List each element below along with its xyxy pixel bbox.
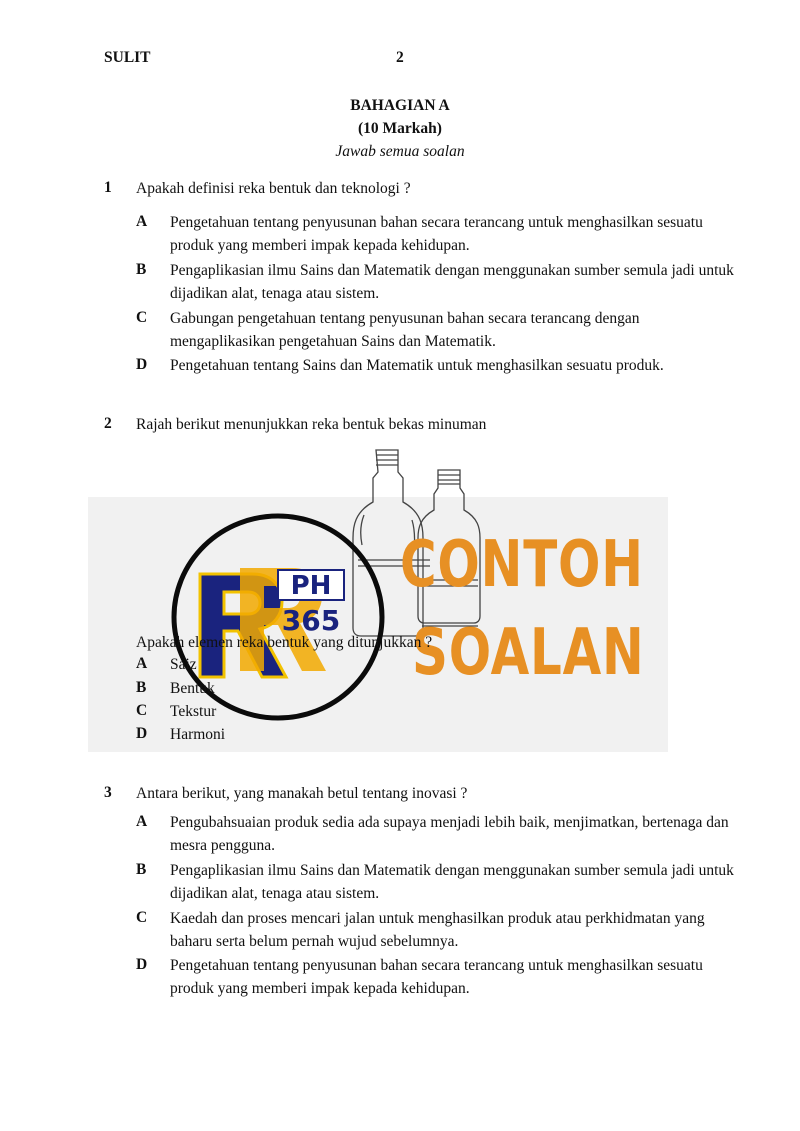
option-letter: A xyxy=(136,813,148,830)
option-text: Kaedah dan proses mencari jalan untuk menghasilkan produk atau perkhidmatan yang baharu serta belum pernah wujud sebelumnya. xyxy=(170,910,705,950)
option-text: Pengubahsuaian produk sedia ada supaya menjadi lebih baik, menjimatkan, bertenaga dan mesra pengguna. xyxy=(170,814,729,854)
option-letter: C xyxy=(136,702,148,719)
option-text: Bentuk xyxy=(170,680,215,697)
option-text: Saiz xyxy=(170,656,197,673)
logo-365-text: 365 xyxy=(281,604,341,637)
option-text: Pengaplikasian ilmu Sains dan Matematik dengan menggunakan sumber semula jadi untuk dijadikan alat, tenaga atau sistem. xyxy=(170,862,734,902)
option-letter: B xyxy=(136,261,147,278)
watermark-soalan: SOALAN xyxy=(412,616,645,690)
option-letter: D xyxy=(136,956,148,973)
option-text: Harmoni xyxy=(170,726,226,743)
question-number: 1 xyxy=(104,179,112,196)
question-number: 2 xyxy=(104,415,112,432)
option-letter: B xyxy=(136,679,147,696)
option-text: Pengetahuan tentang penyusunan bahan secara terancang untuk menghasilkan sesuatu produk yang memberi impak kepada kehidupan. xyxy=(170,957,703,997)
watermark-contoh: CONTOH xyxy=(400,528,644,602)
question-number: 3 xyxy=(104,784,112,801)
logo-ph-text: PH xyxy=(290,571,332,601)
option-letter: A xyxy=(136,655,148,672)
option-letter: C xyxy=(136,309,148,326)
question-text: Antara berikut, yang manakah betul tentang inovasi ? xyxy=(136,785,468,802)
option-letter: C xyxy=(136,909,148,926)
header-sulit: SULIT xyxy=(104,49,151,66)
option-text: Pengaplikasian ilmu Sains dan Matematik dengan menggunakan sumber semula jadi untuk dijadikan alat, tenaga atau sistem. xyxy=(170,262,734,302)
section-title: BAHAGIAN A xyxy=(350,97,450,114)
option-letter: D xyxy=(136,356,148,373)
section-marks: (10 Markah) xyxy=(358,120,442,137)
option-text: Tekstur xyxy=(170,703,217,720)
question-text: Apakah definisi reka bentuk dan teknologi ? xyxy=(136,180,411,197)
page-number: 2 xyxy=(396,49,404,66)
option-letter: B xyxy=(136,861,147,878)
option-text: Pengetahuan tentang penyusunan bahan secara terancang untuk menghasilkan sesuatu produk yang memberi impak kepada kehidupan. xyxy=(170,214,703,254)
option-text: Gabungan pengetahuan tentang penyusunan bahan secara terancang dengan mengaplikasikan pengetahuan Sains dan Matematik. xyxy=(170,310,640,350)
question-text: Rajah berikut menunjukkan reka bentuk bekas minuman xyxy=(136,416,487,433)
question-prompt: Apakah elemen reka bentuk yang ditunjukkan ? xyxy=(136,634,433,651)
option-letter: D xyxy=(136,725,148,742)
option-text: Pengetahuan tentang Sains dan Matematik untuk menghasilkan sesuatu produk. xyxy=(170,357,664,374)
section-instruction: Jawab semua soalan xyxy=(335,143,465,160)
option-letter: A xyxy=(136,213,148,230)
